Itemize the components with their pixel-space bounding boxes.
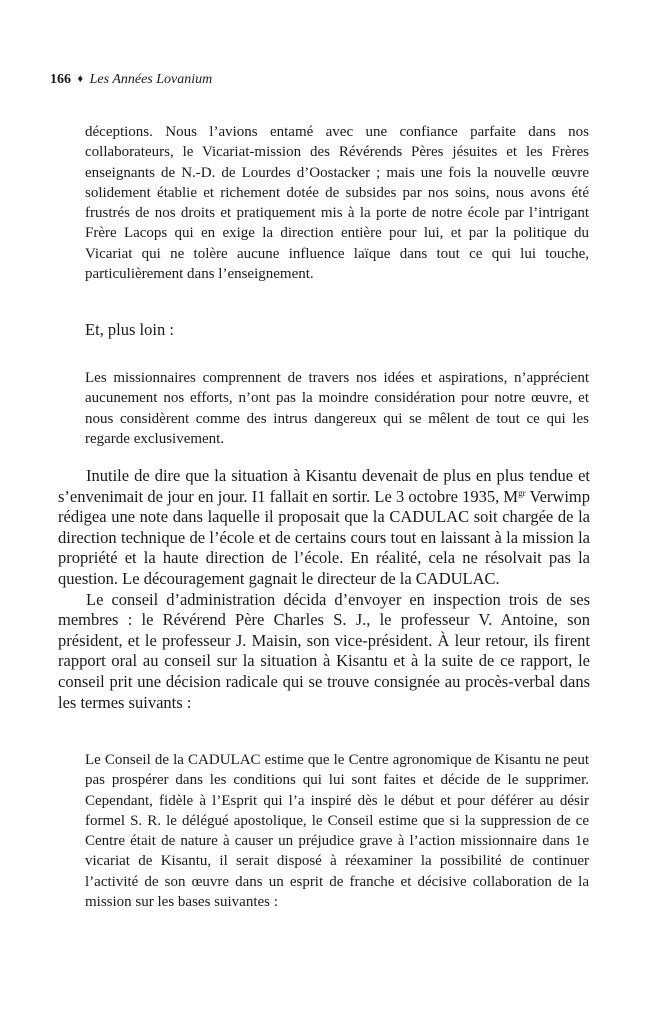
quote-3-text: Le Conseil de la CADULAC estime que le Centre agronomique de Kisantu ne peut pas prospérer dans les conditions qui lui sont faites et décide de le supprimer. Cependant, fidèle à l’Esprit qui l’a inspiré dès le début et pour déférer au désir formel S. R. le délégué apostolique, le Conseil estime que si la suppression de ce Centre était de nature à causer un préjudice grave à l’action missionnaire dans 1e vicariat de Kisantu, il serait disposé à réexaminer la possibilité de continuer l’activité de son œuvre dans un esprit de franche et décisive collaboration de la mission sur les bases suivantes : bbox=[85, 752, 589, 911]
body-paragraph-1-part-b: Verwimp rédigea une note dans laquelle il proposait que la CADULAC soit chargée de la direction technique de l’école et de certains cours tout en laissant à la mission la propriété et la haute direction de l’école. En réalité, cela ne résolvait pas la question. Le découragement gagnait le directeur de la CADULAC. bbox=[58, 486, 590, 588]
quote-2-text: Les missionnaires comprennent de travers nos idées et aspirations, n’apprécient aucunement nos efforts, n’ont pas la moindre considération pour notre œuvre, et nous considèrent comme des intrus dangereux qui se mêlent de tout ce qui les regarde exclusivement. bbox=[85, 370, 589, 447]
body-paragraph-1-part-a: Inutile de dire que la situation à Kisantu devenait de plus en plus tendue et s’envenimait de jour en jour. I1 fallait en sortir. Le 3 octobre 1935, M bbox=[58, 466, 590, 506]
block-quote-1 bbox=[85, 122, 589, 284]
running-title: Les Années Lovanium bbox=[89, 72, 213, 87]
body-text bbox=[58, 466, 590, 713]
diamond-separator-icon: ♦ bbox=[77, 73, 84, 85]
body-paragraph-2: Le conseil d’administration décida d’envoyer en inspection trois de ses membres : le Révérend Père Charles S. J., le professeur V. Antoine, son président, et le professeur J. Maisin, son vice-président. À leur retour, ils firent rapport oral au conseil sur la situation à Kisantu et à la suite de ce rapport, le conseil prit une décision radicale qui se trouve consignée au procès-verbal dans les termes suivants : bbox=[58, 589, 590, 712]
block-quote-3 bbox=[85, 750, 589, 912]
block-quote-2 bbox=[85, 368, 589, 449]
body-paragraph-1 bbox=[58, 466, 590, 590]
page-number: 166 bbox=[50, 72, 71, 87]
running-header bbox=[50, 72, 212, 88]
quote-1-text: déceptions. Nous l’avions entamé avec une confiance parfaite dans nos collaborateurs, le Vicariat-mission des Révérends Pères jésuites et les Frères enseignants de N.-D. de Lourdes d’Oostacker ; mais une fois la nouvelle œuvre solidement établie et richement dotée de subsides par nos soins, nous avons été frustrés de nos droits et pratiquement mis à la porte de notre école par l’intrigant Frère Lacops qui en exige la direction entière pour lui, et par la politique du Vicariat qui ne tolère aucune influence laïque dans tout ce qui lui touche, particulièrement dans l’enseignement. bbox=[85, 124, 589, 283]
lead-in-text: Et, plus loin : bbox=[85, 320, 174, 339]
title-superscript: gr bbox=[518, 487, 526, 498]
